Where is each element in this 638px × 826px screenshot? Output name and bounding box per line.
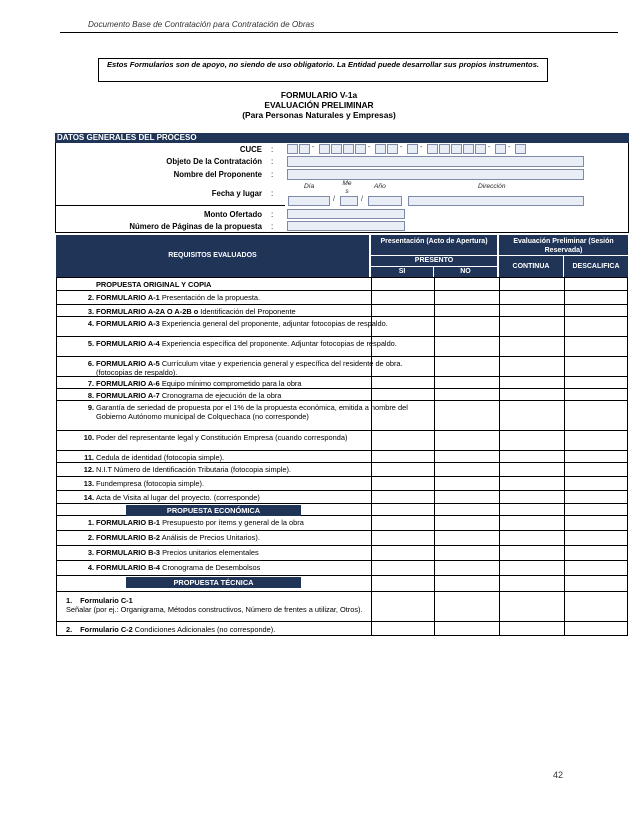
si-cell[interactable] [372,277,433,290]
form-titles [150,90,488,120]
colon: : [271,210,274,219]
cuce-cell[interactable] [515,144,526,154]
cuce-cell[interactable] [463,144,474,154]
cuce-cell[interactable] [355,144,366,154]
continua-cell[interactable] [500,622,563,635]
row-form-code: FORMULARIO B-1 [96,518,161,527]
no-cell[interactable] [435,431,498,450]
no-cell[interactable] [435,477,498,490]
table-row [56,337,628,357]
row-description: Fundempresa (fotocopia simple). [96,479,205,488]
row-number: 9. [87,403,94,412]
evaluacion-header: Evaluación Preliminar (Sesión Reservada) [499,235,628,255]
no-cell[interactable] [435,291,498,304]
cuce-cell[interactable] [439,144,450,154]
continua-cell[interactable] [500,451,563,462]
si-cell[interactable] [372,477,433,490]
direccion-field[interactable] [408,196,584,206]
row-number: 3. [87,307,94,316]
no-cell[interactable] [435,546,498,560]
table-row [56,291,628,305]
continua-cell[interactable] [500,504,563,515]
mes-field[interactable] [340,196,358,206]
continua-cell[interactable] [500,576,563,591]
descalifica-cell[interactable] [565,291,628,304]
continua-cell[interactable] [500,531,563,545]
si-header: SI [371,267,433,277]
si-cell[interactable] [372,389,433,400]
row-number: 1. [66,596,73,605]
row-description: N.I.T Número de Identificación Tributaria (fotocopia simple). [96,465,291,474]
section-heading: PROPUESTA ORIGINAL Y COPIA [96,280,212,289]
row-description: Experiencia general del proponente, adjuntar fotocopias de respaldo. [159,319,388,328]
descalifica-header: DESCALIFICA [564,256,628,277]
row-number: 4. [87,319,94,328]
descalifica-cell[interactable] [565,561,628,575]
cuce-cell[interactable] [287,144,298,154]
cuce-cell[interactable] [375,144,386,154]
no-cell[interactable] [435,337,498,356]
row-number: 2. [66,625,73,634]
cuce-dash: - [508,144,511,151]
row-form-code: FORMULARIO A-2A O A-2B o [96,307,199,316]
dia-field[interactable] [288,196,330,206]
descalifica-cell[interactable] [565,504,628,515]
table-row [56,531,628,546]
row-form-code: Formulario C-1 [80,596,133,605]
cuce-dash: - [488,144,491,151]
row-description: Poder del representante legal y Constitución Empresa (cuando corresponda) [96,433,348,442]
anio-field[interactable] [368,196,402,206]
paginas-field[interactable] [287,221,405,231]
page-number: 42 [553,770,564,780]
continua-cell[interactable] [500,337,563,356]
continua-cell[interactable] [500,491,563,503]
row-description: Cronograma de ejecución de la obra [159,391,282,400]
row-description: Equipo mínimo comprometido para la obra [159,379,302,388]
table-row [56,357,628,377]
si-cell[interactable] [372,357,433,376]
no-header: NO [434,267,497,277]
cuce-cell[interactable] [495,144,506,154]
form-code: FORMULARIO V-1a [280,90,358,100]
row-description: Experiencia específica del proponente. Adjuntar fotocopias de respaldo. [159,339,397,348]
si-cell[interactable] [372,576,433,591]
cuce-cell[interactable] [475,144,486,154]
descalifica-cell[interactable] [565,431,628,450]
row-description: Precios unitarios elementales [160,548,259,557]
si-cell[interactable] [372,291,433,304]
si-cell[interactable] [372,546,433,560]
cuce-cell[interactable] [407,144,418,154]
descalifica-cell[interactable] [565,576,628,591]
no-cell[interactable] [435,592,498,621]
row-form-code: FORMULARIO A-6 [96,379,160,388]
row-form-code: Formulario C-2 [80,625,133,634]
si-cell[interactable] [372,451,433,462]
descalifica-cell[interactable] [565,592,628,621]
si-cell[interactable] [372,305,433,316]
table-row [56,401,628,431]
descalifica-cell[interactable] [565,531,628,545]
dia-label: Día [304,183,315,190]
cuce-label: CUCE [239,145,262,154]
continua-cell[interactable] [500,357,563,376]
row-text [66,625,421,634]
paginas-label: Número de Páginas de la propuesta [129,222,262,231]
continua-cell[interactable] [500,431,563,450]
presento-header: PRESENTO [371,256,497,266]
row-number: 1. [87,518,94,527]
table-row [56,317,628,337]
form-subtitle: (Para Personas Naturales y Empresas) [242,110,396,120]
continua-cell[interactable] [500,305,563,316]
row-form-code: FORMULARIO B-3 [96,548,161,557]
cuce-cell[interactable] [299,144,310,154]
row-description: Cedula de identidad (fotocopia simple). [96,453,225,462]
row-form-code: FORMULARIO A-4 [96,339,160,348]
separator [55,205,285,206]
cuce-dash: - [368,144,371,151]
cuce-dash: - [400,144,403,151]
document-header: Documento Base de Contratación para Contratación de Obras [88,20,315,29]
descalifica-cell[interactable] [565,389,628,400]
si-cell[interactable] [372,516,433,530]
fecha-label: Fecha y lugar [211,189,262,198]
no-cell[interactable] [435,463,498,476]
si-cell[interactable] [372,561,433,575]
descalifica-cell[interactable] [565,401,628,430]
continua-cell[interactable] [500,516,563,530]
continua-cell[interactable] [500,463,563,476]
row-form-code: FORMULARIO A-7 [96,391,160,400]
table-row [56,622,628,636]
row-form-code: FORMULARIO B-2 [96,533,161,542]
descalifica-cell[interactable] [565,546,628,560]
table-row [56,451,628,463]
req-header: REQUISITOS EVALUADOS [56,235,369,277]
table-row [56,305,628,317]
no-cell[interactable] [435,401,498,430]
table-row [56,516,628,531]
row-description: Acta de Visita al lugar del proyecto. (corresponde) [96,493,260,502]
continua-cell[interactable] [500,317,563,336]
continua-cell[interactable] [500,477,563,490]
objeto-label: Objeto De la Contratación [166,157,262,166]
row-description: Presupuesto por ítems y general de la obra [160,518,304,527]
section-heading: PROPUESTA TÉCNICA [126,577,301,588]
descalifica-cell[interactable] [565,463,628,476]
mes-label: Me s [342,180,352,195]
anio-label: Año [374,183,386,190]
no-cell[interactable] [435,317,498,336]
colon: : [271,189,274,198]
no-cell[interactable] [435,531,498,545]
continua-cell[interactable] [500,389,563,400]
cuce-cell[interactable] [331,144,342,154]
table-row [56,504,628,516]
colon: : [271,170,274,179]
descalifica-cell[interactable] [565,516,628,530]
no-cell[interactable] [435,357,498,376]
row-form-code: FORMULARIO A-3 [96,319,160,328]
si-cell[interactable] [372,317,433,336]
slash: / [333,196,335,203]
form-name: EVALUACIÓN PRELIMINAR [264,100,374,110]
table-row [56,546,628,561]
objeto-field[interactable] [287,156,584,167]
si-cell[interactable] [372,401,433,430]
continua-cell[interactable] [500,291,563,304]
continua-cell[interactable] [500,377,563,388]
no-cell[interactable] [435,561,498,575]
general-data-header: DATOS GENERALES DEL PROCESO [55,133,629,143]
si-cell[interactable] [372,337,433,356]
row-description: Señalar (por ej.: Organigrama, Métodos constructivos, Número de frentes a utilizar, Otros). [66,605,363,614]
continua-cell[interactable] [500,561,563,575]
si-cell[interactable] [372,592,433,621]
nombre-field[interactable] [287,169,584,180]
no-cell[interactable] [435,389,498,400]
cuce-cell[interactable] [387,144,398,154]
descalifica-cell[interactable] [565,337,628,356]
row-number: 3. [87,548,94,557]
row-form-code: FORMULARIO A-1 [96,293,160,302]
no-cell[interactable] [435,504,498,515]
descalifica-cell[interactable] [565,491,628,503]
table-row [56,377,628,389]
row-number: 5. [87,339,94,348]
colon: : [271,145,274,154]
row-description: Garantía de seriedad de propuesta por el 1% de la propuesta económica, emitida a nombre del Gobierno Autónomo municipal de Colquechaca (no corresponde) [96,403,408,421]
descalifica-cell[interactable] [565,622,628,635]
table-row [56,491,628,504]
row-number: 6. [87,359,94,368]
row-number: 13. [83,479,94,488]
row-number: 10. [83,433,94,442]
row-description: Identificación del Proponente [198,307,296,316]
descalifica-cell[interactable] [565,305,628,316]
si-cell[interactable] [372,377,433,388]
row-number: 2. [87,533,94,542]
row-number: 4. [87,563,94,572]
no-cell[interactable] [435,277,498,290]
descalifica-cell[interactable] [565,477,628,490]
descalifica-cell[interactable] [565,451,628,462]
nombre-label: Nombre del Proponente [173,170,262,179]
row-description: Presentación de la propuesta. [159,293,261,302]
continua-cell[interactable] [500,401,563,430]
no-cell[interactable] [435,516,498,530]
no-cell[interactable] [435,576,498,591]
cuce-dash: - [420,144,423,151]
monto-label: Monto Ofertado [203,210,262,219]
descalifica-cell[interactable] [565,357,628,376]
no-cell[interactable] [435,377,498,388]
slash: / [361,196,363,203]
rows-container [56,277,628,655]
monto-field[interactable] [287,209,405,219]
table-row [56,561,628,576]
table-row [56,592,628,622]
si-cell[interactable] [372,463,433,476]
si-cell[interactable] [372,504,433,515]
cuce-dash: - [312,144,315,151]
row-form-code: FORMULARIO A-5 [96,359,160,368]
header-rule [60,32,618,33]
row-number: 11. [84,453,94,462]
row-number: 12. [83,465,94,474]
row-number: 8. [87,391,94,400]
si-cell[interactable] [372,531,433,545]
cuce-field[interactable] [287,144,587,155]
cuce-cell[interactable] [427,144,438,154]
row-number: 7. [87,379,94,388]
no-cell[interactable] [435,622,498,635]
row-number: 14. [83,493,94,502]
descalifica-cell[interactable] [565,377,628,388]
continua-cell[interactable] [500,546,563,560]
row-description: Análisis de Precios Unitarios). [160,533,260,542]
no-cell[interactable] [435,491,498,503]
presentacion-header: Presentación (Acto de Apertura) [371,235,497,255]
no-cell[interactable] [435,305,498,316]
table-row [56,389,628,401]
table-row [56,576,628,592]
cuce-cell[interactable] [343,144,354,154]
colon: : [271,222,274,231]
row-description: Cronograma de Desembolsos [160,563,261,572]
si-cell[interactable] [372,622,433,635]
si-cell[interactable] [372,431,433,450]
descalifica-cell[interactable] [565,277,628,290]
continua-header: CONTINUA [499,256,563,277]
row-form-code: FORMULARIO B-4 [96,563,161,572]
colon: : [271,157,274,166]
table-row [56,431,628,451]
continua-cell[interactable] [500,592,563,621]
cuce-cell[interactable] [319,144,330,154]
no-cell[interactable] [435,451,498,462]
cuce-cell[interactable] [451,144,462,154]
table-row [56,463,628,477]
descalifica-cell[interactable] [565,317,628,336]
continua-cell[interactable] [500,277,563,290]
row-description: Condiciones Adicionales (no corresponde). [132,625,276,634]
si-cell[interactable] [372,491,433,503]
direccion-label: Dirección [478,183,506,190]
row-text [66,596,421,614]
table-row [56,477,628,491]
table-row [56,277,628,291]
section-heading: PROPUESTA ECONÓMICA [126,505,301,516]
notice-box: Estos Formularios son de apoyo, no siendo de uso obligatorio. La Entidad puede desarrollar sus propios instrumentos. [98,58,548,82]
requirements-table [56,235,628,655]
row-description: Currículum vitae y experiencia general y específica del residente de obra. (fotocopias de respaldo). [96,359,403,377]
row-number: 2. [87,293,94,302]
